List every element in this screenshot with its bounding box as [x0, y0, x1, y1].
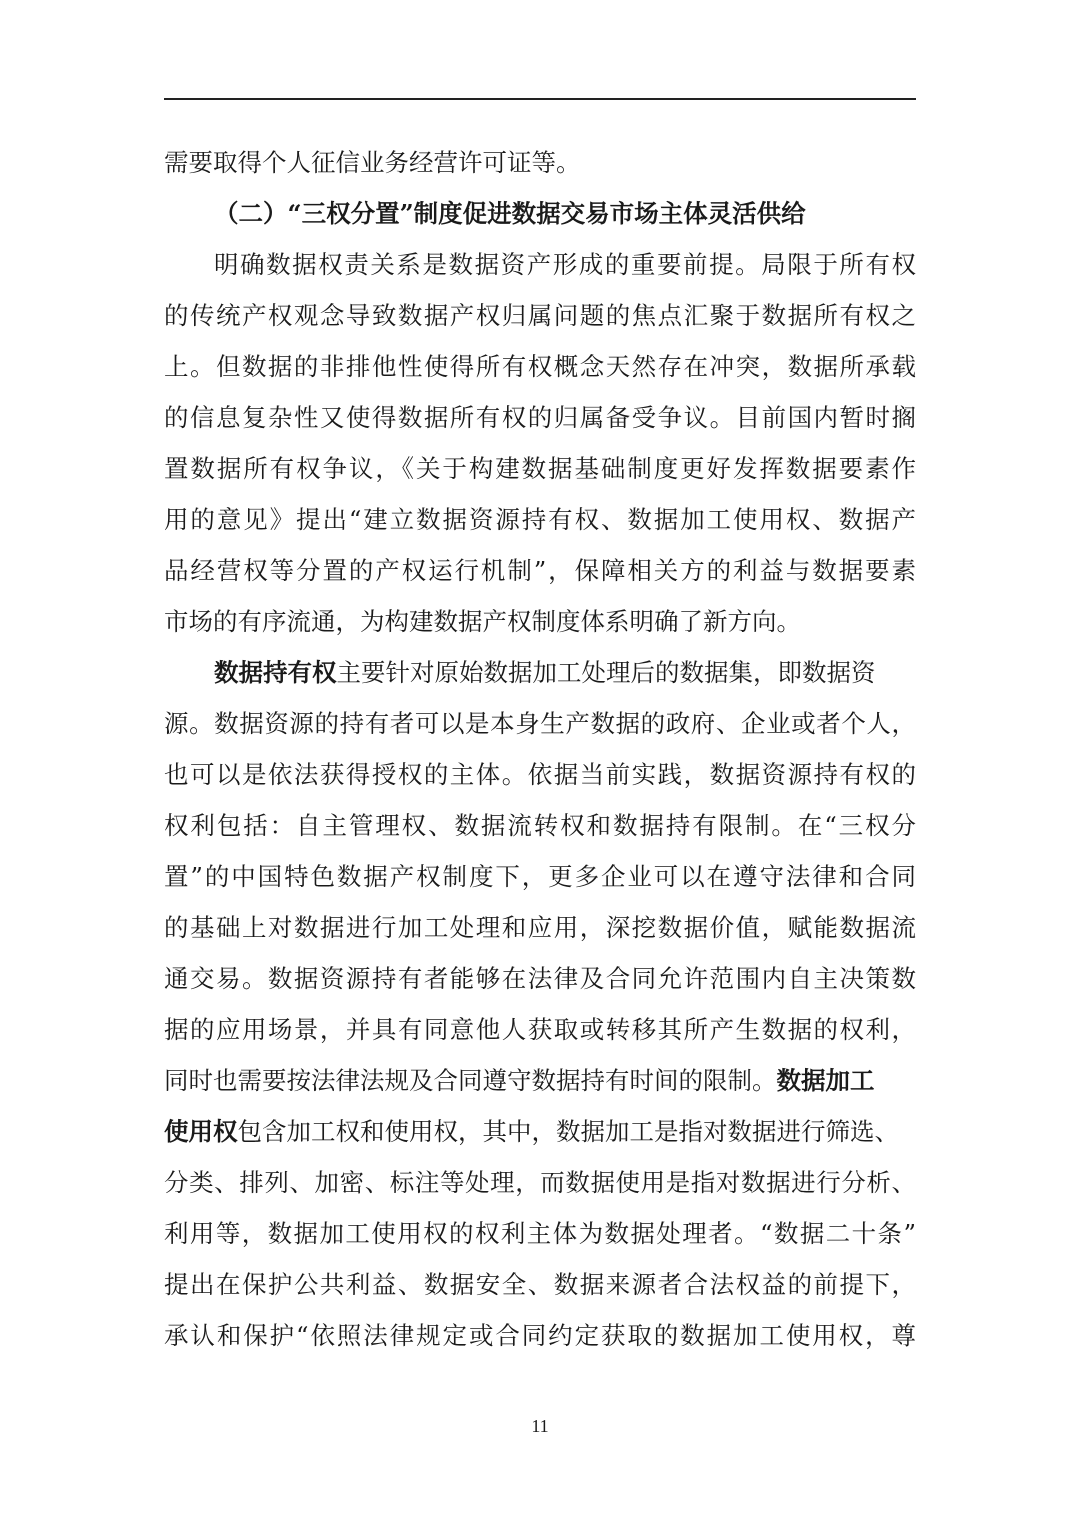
text-line: [164, 1055, 916, 1106]
bold-term-processing-right: 数据加工: [776, 1066, 875, 1095]
page-number: 11: [531, 1416, 549, 1436]
text-line: 品经营权等分置的产权运行机制”，保障相关方的利益与数据要素: [164, 556, 916, 585]
text-line: 上。但数据的非排他性使得所有权概念天然存在冲突，数据所承载: [164, 352, 916, 381]
text-line: 分类、排列、加密、标注等处理，而数据使用是指对数据进行分析、: [164, 1168, 916, 1197]
text-run: 同时也需要按法律法规及合同遵守数据持有时间的限制。: [164, 1066, 777, 1095]
text-line: 的信息复杂性又使得数据所有权的归属备受争议。目前国内暂时搁: [164, 403, 916, 432]
text-line: 需要取得个人征信业务经营许可证等。: [164, 148, 581, 177]
text-line: 的基础上对数据进行加工处理和应用，深挖数据价值，赋能数据流: [164, 913, 916, 942]
text-line: [164, 1106, 916, 1157]
text-line: 的传统产权观念导致数据产权归属问题的焦点汇聚于数据所有权之: [164, 301, 916, 330]
text-line: 利用等，数据加工使用权的权利主体为数据处理者。“数据二十条”: [164, 1219, 916, 1248]
text-line: 也可以是依法获得授权的主体。依据当前实践，数据资源持有权的: [164, 760, 916, 789]
text-line: [214, 647, 916, 698]
text-run: 主要针对原始数据加工处理后的数据集，即数据资: [336, 658, 876, 687]
section-heading: （二）“三权分置”制度促进数据交易市场主体灵活供给: [214, 199, 806, 228]
text-line: 据的应用场景，并具有同意他人获取或转移其所产生数据的权利，: [164, 1015, 916, 1044]
text-line: 通交易。数据资源持有者能够在法律及合同允许范围内自主决策数: [164, 964, 916, 993]
header-rule: [164, 98, 916, 100]
text-line: 置”的中国特色数据产权制度下，更多企业可以在遵守法律和合同: [164, 862, 916, 891]
text-line: 置数据所有权争议，《关于构建数据基础制度更好发挥数据要素作: [164, 454, 916, 483]
bold-term-processing-right-cont: 使用权: [164, 1117, 238, 1146]
text-line: 承认和保护“依照法律规定或合同约定获取的数据加工使用权，尊: [164, 1321, 916, 1350]
text-line: 提出在保护公共利益、数据安全、数据来源者合法权益的前提下，: [164, 1270, 916, 1299]
text-line: 明确数据权责关系是数据资产形成的重要前提。局限于所有权: [214, 250, 916, 279]
text-run: 包含加工权和使用权，其中，数据加工是指对数据进行筛选、: [237, 1117, 899, 1146]
text-line: 用的意见》提出“建立数据资源持有权、数据加工使用权、数据产: [164, 505, 916, 534]
text-line: 市场的有序流通，为构建数据产权制度体系明确了新方向。: [164, 607, 801, 636]
bold-term-holding-right: 数据持有权: [214, 658, 337, 687]
text-line: 权利包括：自主管理权、数据流转权和数据持有限制。在“三权分: [164, 811, 916, 840]
text-line: 源。数据资源的持有者可以是本身生产数据的政府、企业或者个人，: [164, 709, 916, 738]
